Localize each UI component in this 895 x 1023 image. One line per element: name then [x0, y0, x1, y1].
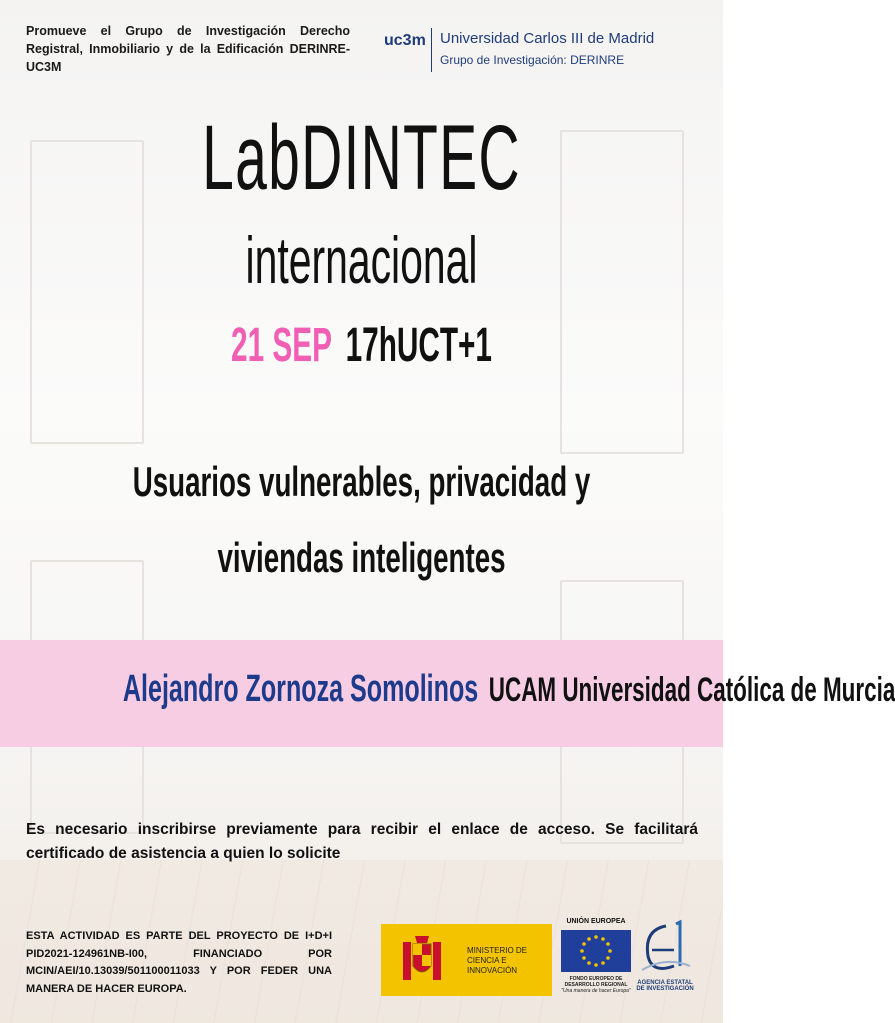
ministry-logo [381, 924, 552, 996]
event-date: 21 SEP [231, 319, 332, 372]
eu-motto: "Una manera de hacer Europa" [561, 988, 631, 994]
ministry-name: MINISTERIO DE CIENCIA E INNOVACIÓN [467, 946, 528, 975]
event-subtitle: internacional [245, 223, 478, 297]
aei-label: AGENCIA ESTATAL DE INVESTIGACIÓN [636, 980, 694, 992]
logo-divider [431, 28, 432, 72]
speaker-name: Alejandro Zornoza Somolinos [122, 668, 479, 710]
spain-coat-of-arms-icon [399, 934, 445, 986]
aei-symbol-icon [636, 920, 694, 980]
uc3m-brand: uc3m [384, 32, 426, 49]
promoter-text: Promueve el Grupo de Investigación Derecho Registral, Inmobiliario y de la Edificación DERINRE-UC3M [26, 24, 350, 74]
speaker-institution: UCAM Universidad Católica de Murcia [488, 671, 895, 709]
speaker-line [122, 668, 895, 711]
eu-flag-icon [561, 930, 631, 972]
event-title: LabDINTEC [202, 107, 521, 209]
left-door-panel [30, 140, 144, 444]
event-datetime [137, 318, 585, 373]
project-funding-text: ESTA ACTIVIDAD ES PARTE DEL PROYECTO DE I+D+I PID2021-124961NB-I00, FINANCIADO POR MCIN/AEI/10.13039/501100011033 Y POR FEDER UNA MANERA DE HACER EUROPA. [26, 930, 332, 995]
eu-feder-logo [560, 918, 632, 998]
research-group: Grupo de Investigación: DERINRE [440, 53, 625, 67]
event-time: 17hUCT+1 [345, 319, 492, 372]
topic-line-2: viviendas inteligentes [217, 534, 506, 581]
aei-logo [636, 920, 694, 998]
eu-fund-name: FONDO EUROPEO DE DESARROLLO REGIONAL [564, 976, 628, 988]
eu-label: UNIÓN EUROPEA [566, 918, 626, 925]
university-name: Universidad Carlos III de Madrid [440, 30, 655, 47]
registration-notice: Es necesario inscribirse previamente para recibir el enlace de acceso. Se facilitará certificado de asistencia a quien lo solicite [26, 821, 698, 862]
eu-fund-text [560, 976, 632, 994]
topic-line-1: Usuarios vulnerables, privacidad y [132, 458, 591, 505]
